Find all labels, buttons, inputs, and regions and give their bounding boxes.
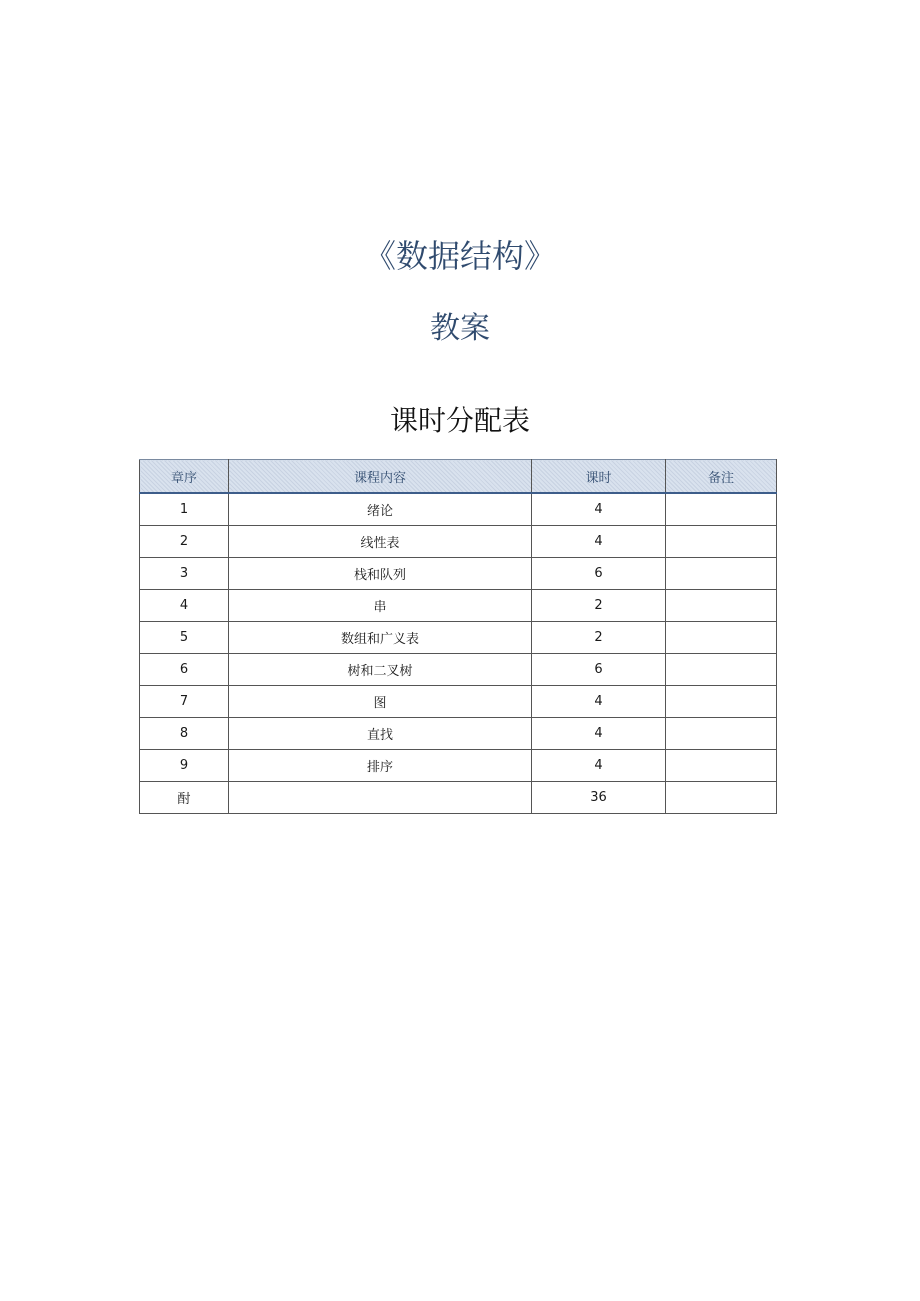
header-notes: 备注: [666, 460, 777, 494]
cell-notes: [666, 782, 777, 814]
cell-chapter: 8: [140, 718, 229, 750]
cell-hours: 6: [532, 558, 666, 590]
header-content: 课程内容: [229, 460, 532, 494]
cell-hours: 4: [532, 718, 666, 750]
cell-notes: [666, 558, 777, 590]
cell-content: 栈和队列: [229, 558, 532, 590]
table-row: [140, 718, 777, 750]
table-header-row: [140, 460, 777, 494]
cell-chapter: 9: [140, 750, 229, 782]
cell-notes: [666, 718, 777, 750]
document-subtitle: 教案: [430, 311, 490, 346]
cell-chapter: 7: [140, 686, 229, 718]
cell-content: 绪论: [229, 493, 532, 526]
table-row: [140, 686, 777, 718]
cell-notes: [666, 686, 777, 718]
table-row: [140, 493, 777, 526]
cell-hours: 4: [532, 750, 666, 782]
cell-hours: 2: [532, 622, 666, 654]
cell-notes: [666, 493, 777, 526]
header-chapter: 章序: [140, 460, 229, 494]
cell-content: [229, 782, 532, 814]
cell-content: 线性表: [229, 526, 532, 558]
cell-chapter: 1: [140, 493, 229, 526]
document-title: 《数据结构》: [363, 237, 556, 275]
table-row: [140, 558, 777, 590]
cell-hours: 36: [532, 782, 666, 814]
cell-chapter: 5: [140, 622, 229, 654]
cell-hours: 2: [532, 590, 666, 622]
cell-chapter: 3: [140, 558, 229, 590]
cell-chapter: 6: [140, 654, 229, 686]
cell-content: 树和二叉树: [229, 654, 532, 686]
cell-hours: 4: [532, 526, 666, 558]
cell-hours: 4: [532, 686, 666, 718]
cell-notes: [666, 622, 777, 654]
table-row: [140, 622, 777, 654]
table-row: [140, 750, 777, 782]
cell-chapter: 4: [140, 590, 229, 622]
cell-content: 串: [229, 590, 532, 622]
cell-content: 排序: [229, 750, 532, 782]
cell-notes: [666, 526, 777, 558]
table-title: 课时分配表: [389, 404, 530, 437]
cell-chapter: 酎: [140, 782, 229, 814]
table-row: [140, 590, 777, 622]
cell-notes: [666, 590, 777, 622]
cell-hours: 4: [532, 493, 666, 526]
schedule-table: [139, 459, 777, 814]
cell-chapter: 2: [140, 526, 229, 558]
table-row: [140, 654, 777, 686]
cell-notes: [666, 750, 777, 782]
table-total-row: [140, 782, 777, 814]
cell-notes: [666, 654, 777, 686]
cell-content: 数组和广义表: [229, 622, 532, 654]
table-row: [140, 526, 777, 558]
header-hours: 课时: [532, 460, 666, 494]
cell-hours: 6: [532, 654, 666, 686]
cell-content: 直找: [229, 718, 532, 750]
cell-content: 图: [229, 686, 532, 718]
